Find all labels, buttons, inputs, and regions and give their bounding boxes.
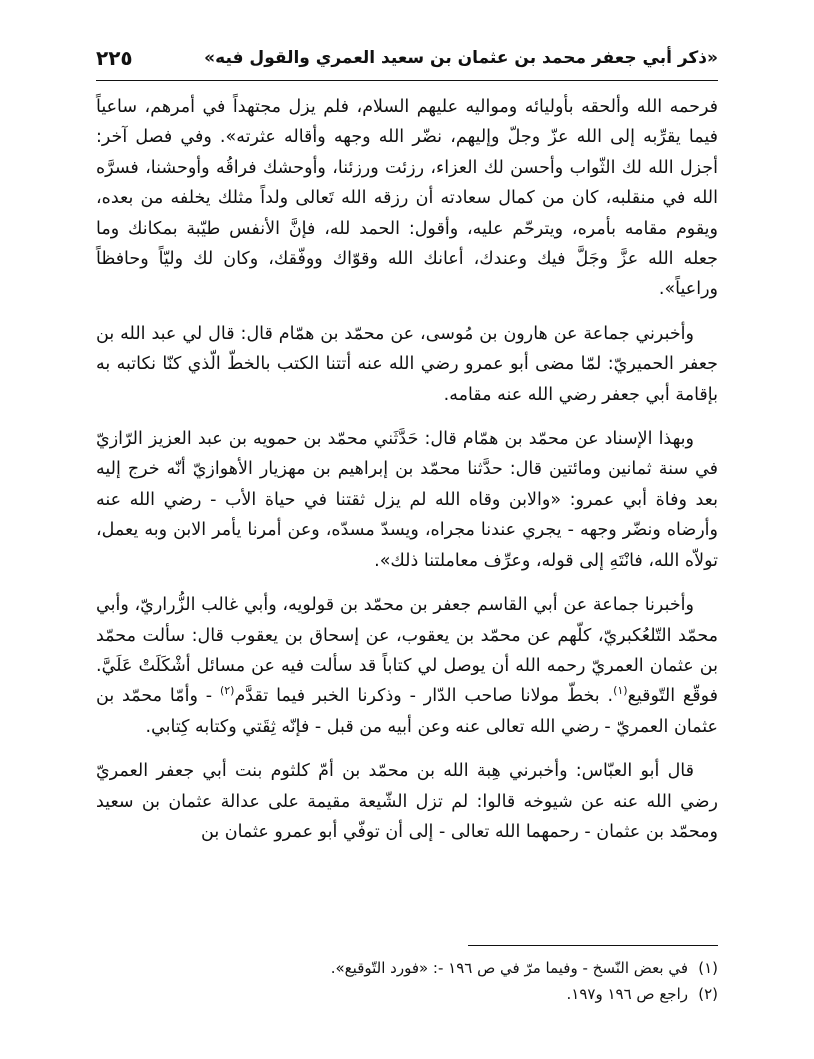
paragraph-4-text-3: - وأمّا محمّد بن عثمان العمريّ - رضي الله تعالى عنه وعن أبيه من قبل - فإنّه ثِقَتي وكتابه كِتابي. bbox=[96, 686, 718, 737]
footnote-text: راجع ص ١٩٦ و١٩٧. bbox=[566, 985, 688, 1003]
footnote-2 bbox=[96, 981, 718, 1007]
page-body bbox=[96, 92, 718, 847]
running-title: «ذكر أبي جعفر محمد بن عثمان بن سعيد العمري والقول فيه» bbox=[204, 48, 718, 68]
paragraph-4-text-2: بخطّ مولانا صاحب الدّار - وذكرنا الخبر فيما تقدَّم bbox=[234, 686, 600, 707]
footnote-1 bbox=[96, 955, 718, 981]
footnotes bbox=[96, 955, 718, 1007]
header-rule bbox=[96, 80, 718, 81]
footnote-text: في بعض النّسخ - وفيما مرّ في ص ١٩٦ -: «فورد التّوقيع». bbox=[330, 959, 688, 977]
footnote-number: (١) bbox=[698, 959, 718, 977]
paragraph-4-text: وأخبرنا جماعة عن أبي القاسم جعفر بن محمّد بن قولويه، وأبي غالب الزُّراريّ، وأبي محمّد التّلعُكبريّ، كلّهم عن محمّد بن يعقوب، عن إسحاق بن يعقوب قال: سألت محمّد بن عثمان العمريّ رحمه الله أن يوصل لي كتاباً قد سألت فيه عن مسائل أشْكَلَتْ عَلَيَّ. فوقّع التّوقيع bbox=[96, 595, 718, 707]
paragraph-3: وبهذا الإسناد عن محمّد بن همّام قال: حَدَّثَني محمّد بن حمويه بن عبد العزيز الرّازيّ في سنة ثمانين ومائتين قال: حدَّثنا محمّد بن إبراهيم بن مهزيار الأهوازيّ أنّه خرج إليه بعد وفاة أبي عمرو: «والابن وقاه الله لم يزل ثقتنا في حياة الأب - رضي الله عنه وأرضاه ونضّر وجهه - يجري عندنا مجراه، ويسدّ مسدّه، وعن أمرنا يأمر الابن وبه يعمل، تولاّه الله، فانْتَهِ إلى قوله، وعرِّف معاملتنا ذلك». bbox=[96, 429, 718, 571]
footnote-number: (٢) bbox=[698, 985, 718, 1003]
page-header bbox=[96, 40, 718, 80]
paragraph-4: وأخبرنا جماعة عن أبي القاسم جعفر بن محمّد بن قولويه، وأبي غالب الزُّراريّ، وأبي محمّد التّلعُكبريّ، كلّهم عن محمّد بن يعقوب، عن إسحاق بن يعقوب قال: سألت محمّد بن عثمان العمريّ رحمه الله أن يوصل لي كتاباً قد سألت فيه عن مسائل أشْكَلَتْ عَلَيَّ. فوقّع التّوقيع$^{(١)}$. بخطّ مولانا صاحب الدّار - وذكرنا الخبر فيما تقدَّم$^{(٢)}$ - وأمّا محمّد بن عثمان العمريّ - رضي الله تعالى عنه وعن أبيه من قبل - فإنّه ثِقَتي وكتابه كِتابي. bbox=[96, 595, 718, 737]
page-number: ٢٢٥ bbox=[96, 46, 133, 70]
footnote-rule bbox=[468, 945, 718, 946]
footnote-ref-2[interactable]: (٢) bbox=[219, 684, 235, 698]
paragraph-5: قال أبو العبّاس: وأخبرني هِبة الله بن محمّد بن أمّ كلثوم بنت أبي جعفر العمريّ رضي الله عنه عن شيوخه قالوا: لم تزل الشّيعة مقيمة على عدالة عثمان بن سعيد ومحمّد بن عثمان - رحمهما الله تعالى - إلى أن توفّي أبو عمرو عثمان بن bbox=[96, 761, 718, 842]
footnote-ref-1[interactable]: (١) bbox=[613, 684, 628, 698]
paragraph-1: فرحمه الله وألحقه بأوليائه ومواليه عليهم السلام، فلم يزل مجتهداً في أمرهم، ساعياً فيما يقرِّبه إلى الله عزّ وجلّ وإليهم، نضّر الله وجهه وأقاله عثرته». وفي فصل آخر: أجزل الله لك الثّواب وأحسن لك العزاء، رزئت ورزئنا، وأوحشك فراقُه وأوحشنا، فسرَّه الله في منقلبه، كان من كمال سعادته أن رزقه الله تَعالى ولداً مثلك يخلفه من بعده، ويقوم مقامه بأمره، ويترحّم عليه، وأقول: الحمد لله، فإنَّ الأنفس طيّبة بمكانك وما جعله الله عزَّ وجَلَّ فيك وعندك، أعانك الله وقوّاك ووفّقك، وكان لك وليّاً وحافظاً وراعياً». bbox=[96, 97, 718, 300]
paragraph-2: وأخبرني جماعة عن هارون بن مُوسى، عن محمّد بن همّام قال: قال لي عبد الله بن جعفر الحميريّ: لمّا مضى أبو عمرو رضي الله عنه أتتنا الكتب بالخطّ الّذي كنّا نكاتبه به بإقامة أبي جعفر رضي الله عنه مقامه. bbox=[96, 323, 718, 405]
